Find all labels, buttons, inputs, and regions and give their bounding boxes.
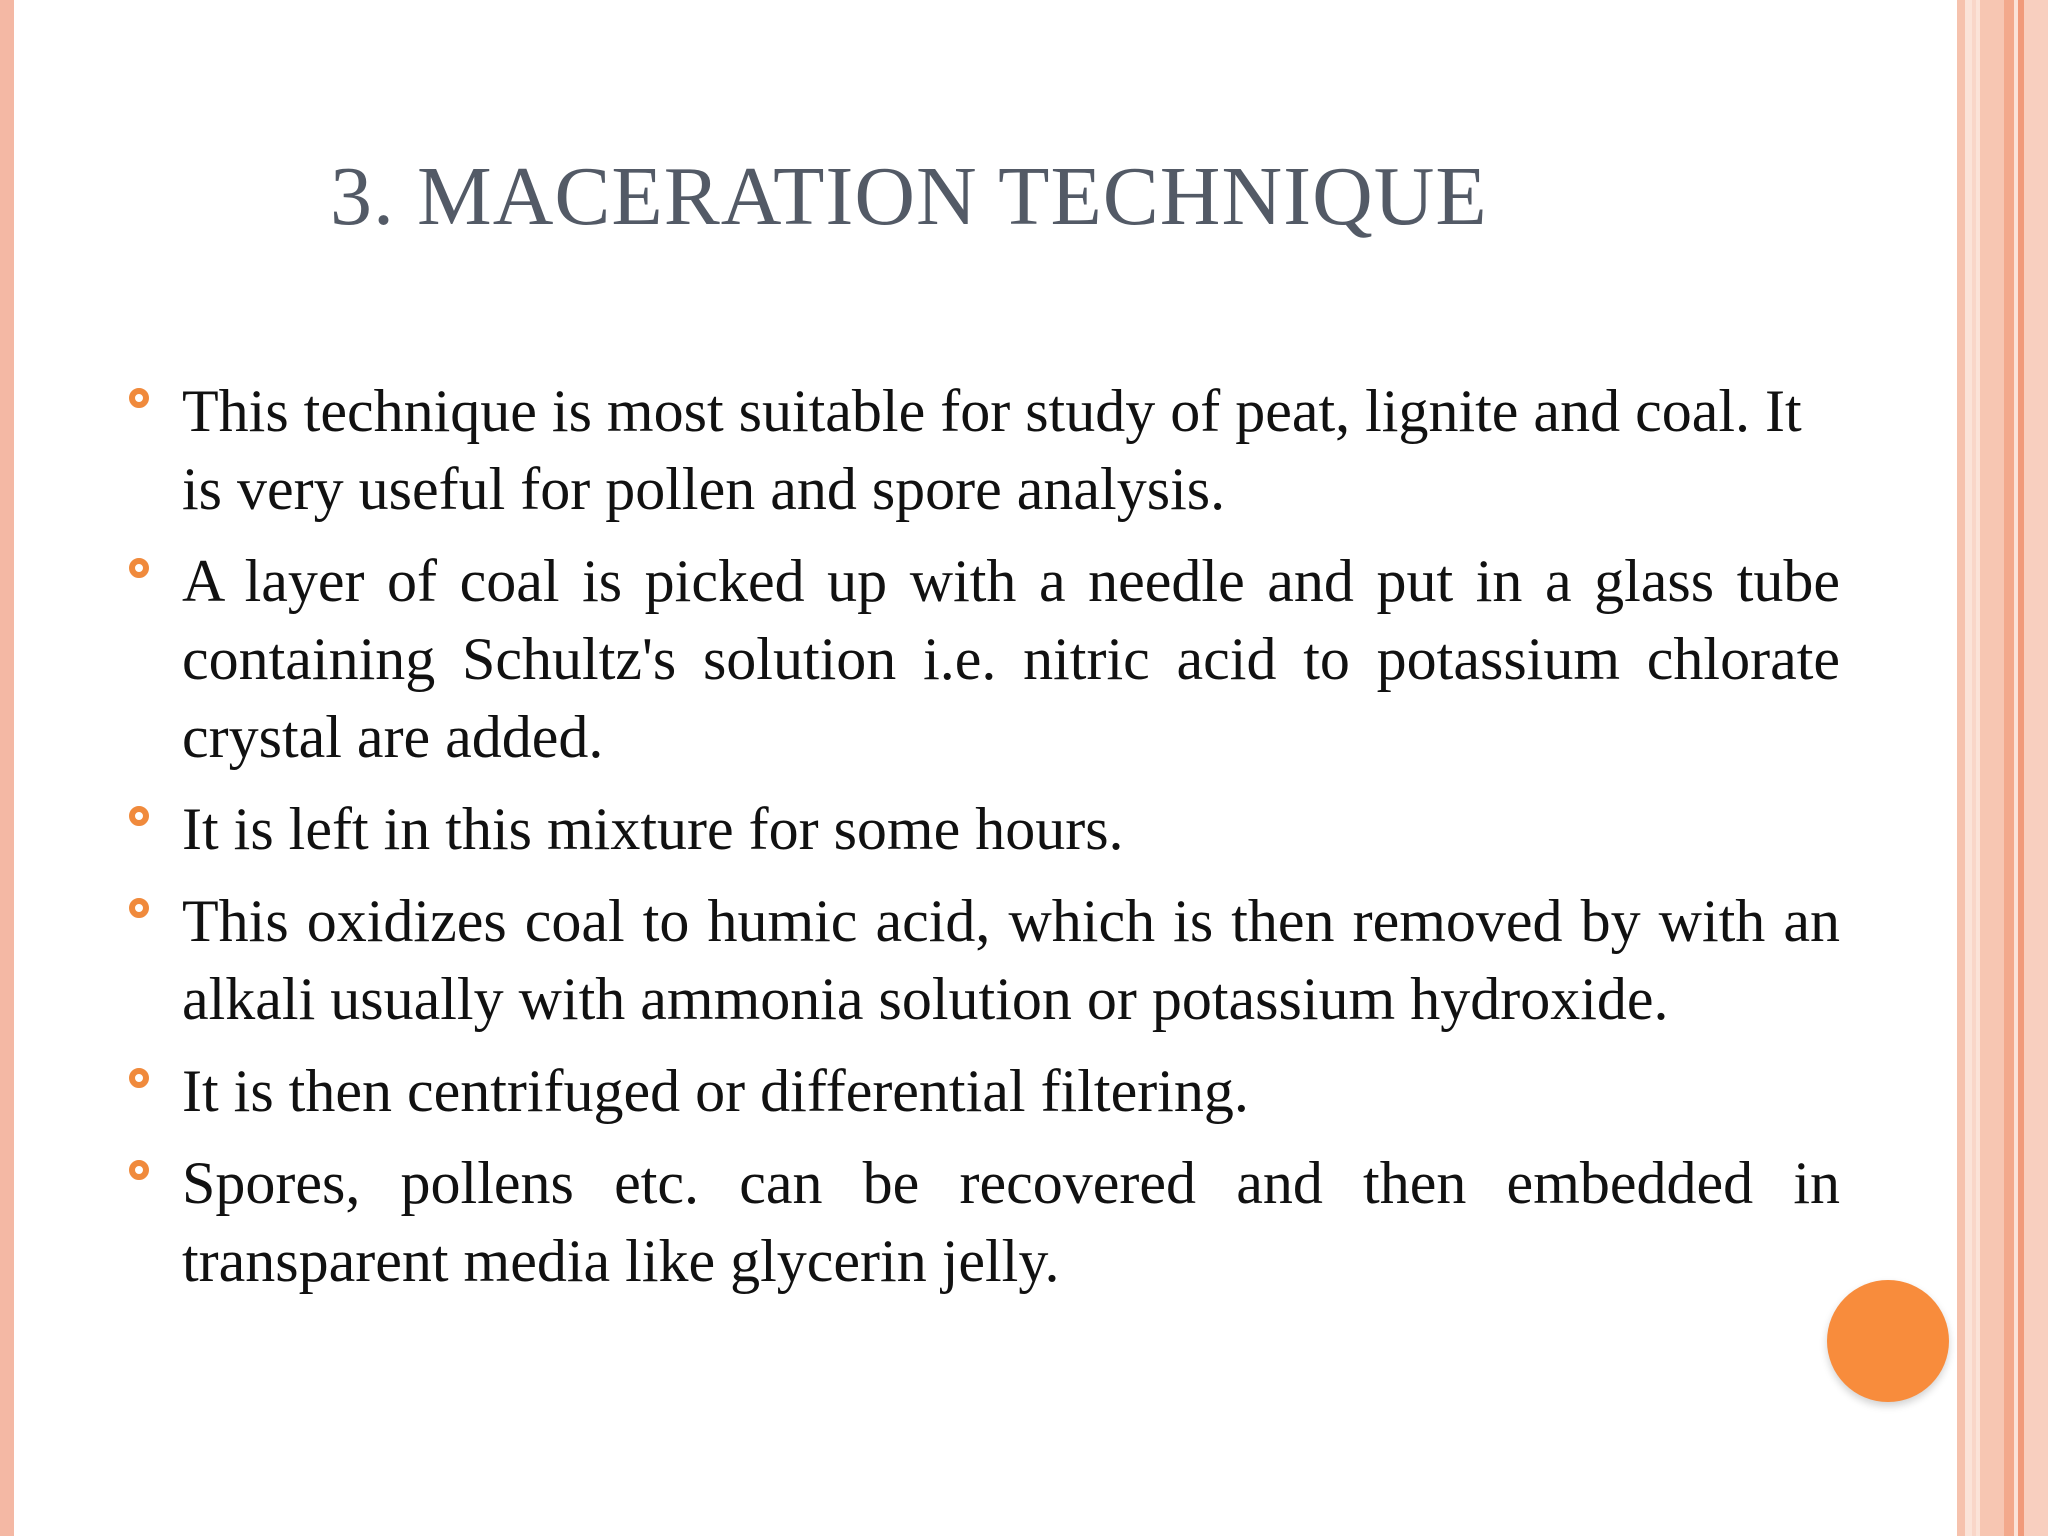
bullet-item xyxy=(120,1144,1840,1300)
bullet-text: This oxidizes coal to humic acid, which is then removed by with an alkali usually with ammonia solution or potassium hydroxide. xyxy=(182,888,1840,1032)
frame-band xyxy=(1980,0,2004,1536)
bullet-circle-icon xyxy=(129,898,149,918)
bullet-circle-icon xyxy=(129,1160,149,1180)
bullet-text: Spores, pollens etc. can be recovered and then embedded in transparent media like glycerin jelly. xyxy=(182,1150,1840,1294)
slide-title: 3. MACERATION TECHNIQUE xyxy=(330,150,1488,243)
bullet-circle-icon xyxy=(129,1068,149,1088)
bullet-circle-icon xyxy=(129,806,149,826)
bullet-circle-icon xyxy=(129,558,149,578)
frame-band xyxy=(2024,0,2048,1536)
bullet-item xyxy=(120,1052,1840,1130)
bullet-text: It is left in this mixture for some hours. xyxy=(182,796,1124,862)
bullet-text: This technique is most suitable for study of peat, lignite and coal. It is very useful for pollen and spore analysis. xyxy=(182,378,1802,522)
frame-line xyxy=(1957,0,1965,1536)
bullet-item xyxy=(120,882,1840,1038)
bullet-item xyxy=(120,372,1840,528)
bullet-text: It is then centrifuged or differential filtering. xyxy=(182,1058,1249,1124)
bullet-item xyxy=(120,790,1840,868)
bullet-item xyxy=(120,542,1840,776)
left-border-stripe xyxy=(0,0,14,1536)
orange-circle-icon[interactable] xyxy=(1827,1280,1949,1402)
frame-line xyxy=(1972,0,1976,1536)
bullet-list xyxy=(120,372,1840,1314)
bullet-text: A layer of coal is picked up with a needle and put in a glass tube containing Schultz's solution i.e. nitric acid to potassium chlorate crystal are added. xyxy=(182,548,1840,770)
bullet-circle-icon xyxy=(129,388,149,408)
frame-line xyxy=(2004,0,2014,1536)
